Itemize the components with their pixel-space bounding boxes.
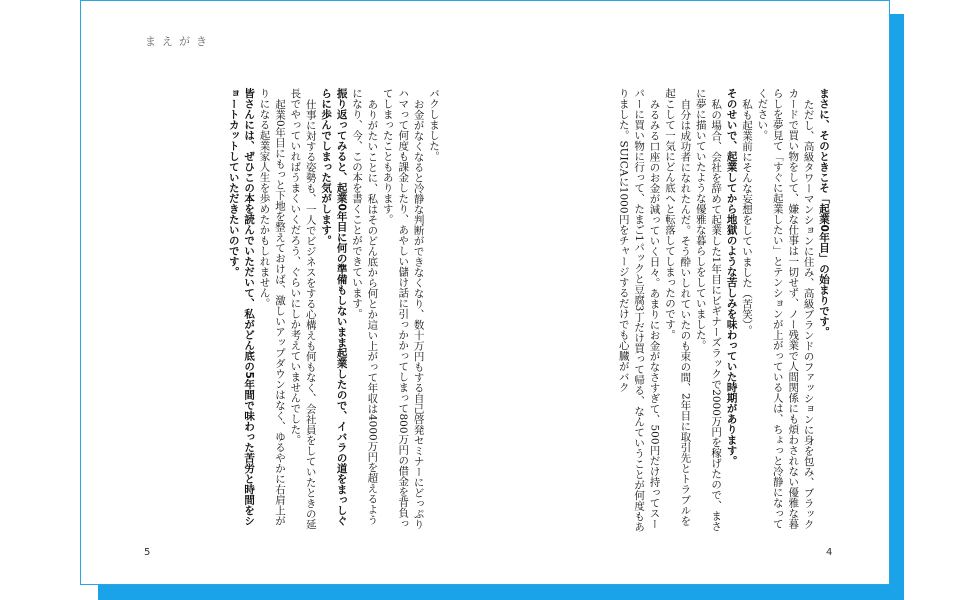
left-paragraph-2: お金がなくなると冷静な判断ができなくなり、数十万円もする自己啓発セミナーにどっぷりハマって何度も課金したり、あやしい儲け話に引っかかってしまって800万円の借金を背負ってしまったこともあります。 bbox=[381, 88, 425, 529]
left-page-body bbox=[151, 88, 441, 533]
right-paragraph-7: みるみる口座のお金が減っていく日々。あまりにお金がなさすぎて、500円だけ持ってスーパーに買い物に行って、たまご1パックと豆腐3丁だけ買って帰る、なんていうことが何度もありました。SUICAに1000円をチャージするだけでも心臓がバク bbox=[617, 88, 661, 532]
right-paragraph-3: 私も起業前にそんな妄想をしていました（苦笑）。 bbox=[740, 98, 753, 335]
book-spread bbox=[80, 0, 890, 585]
right-page-body bbox=[611, 88, 831, 533]
left-paragraph-6: 起業0年目にもっと下地を整えておけば、激しいアップダウンはなく、ゆるやかに右肩上がりになる起業家人生を歩めたかもしれません。 bbox=[258, 88, 286, 526]
right-paragraph-5: 私の場合、会社を辞めて起業した1年目にビギナーズラックで2000万円を稼げたので、まさに夢に描いていたような優雅な暮らしをしていました。 bbox=[694, 88, 723, 531]
left-paragraph-1: バクしました。 bbox=[428, 88, 440, 162]
left-paragraph-5: 仕事に対する姿勢も、一人でビジネスをする心構えも何もなく、会社員をしていたときの延長でやっていればうまくいくだろう、ぐらいにしか考えていませんでした。 bbox=[289, 88, 317, 529]
left-paragraph-4: 振り返ってみると、起業0年目に何の準備もしないまま起業したので、イバラの道をまっしぐらに歩んでしまった気がします。 bbox=[320, 88, 348, 526]
right-paragraph-4: そのせいで、起業してから地獄のような苦しみを味わっていた時期があります。 bbox=[725, 88, 738, 466]
left-paragraph-7: 皆さんには、ぜひこの本を読んでいただいて、私がどん底の5年間で味わった苦労と時間をショートカットしていただきたいのです。 bbox=[227, 88, 256, 526]
right-paragraph-6: 自分は成功者になれたんだ。そう酔いしれていたのも束の間、2年目に取引先とトラブルを起こして一気にどん底へと転落してしまったのです。 bbox=[663, 88, 692, 526]
left-page-number: 5 bbox=[144, 547, 151, 558]
right-page-number: 4 bbox=[826, 547, 833, 558]
running-header: まえがき bbox=[145, 35, 213, 48]
right-paragraph-2: ただし、高級タワーマンションに住み、高級ブランドのファッションに身を包み、ブラックカードで買い物をして、嫌な仕事は一切せず、ノー残業で人間関係にも煩わされない優雅な暮らしを夢見て「すぐに起業したい」とテンションが上がっている人は、ちょっと冷静になってください。 bbox=[756, 88, 815, 529]
left-paragraph-3: ありがたいことに、私はそのどん底から何とか這い上がって年収は4000万円を超えるようになり、今、この本を書くことができています。 bbox=[350, 88, 379, 525]
right-paragraph-1: まさに、そのときこそ「起業0年目」の始まりです。 bbox=[818, 88, 830, 337]
